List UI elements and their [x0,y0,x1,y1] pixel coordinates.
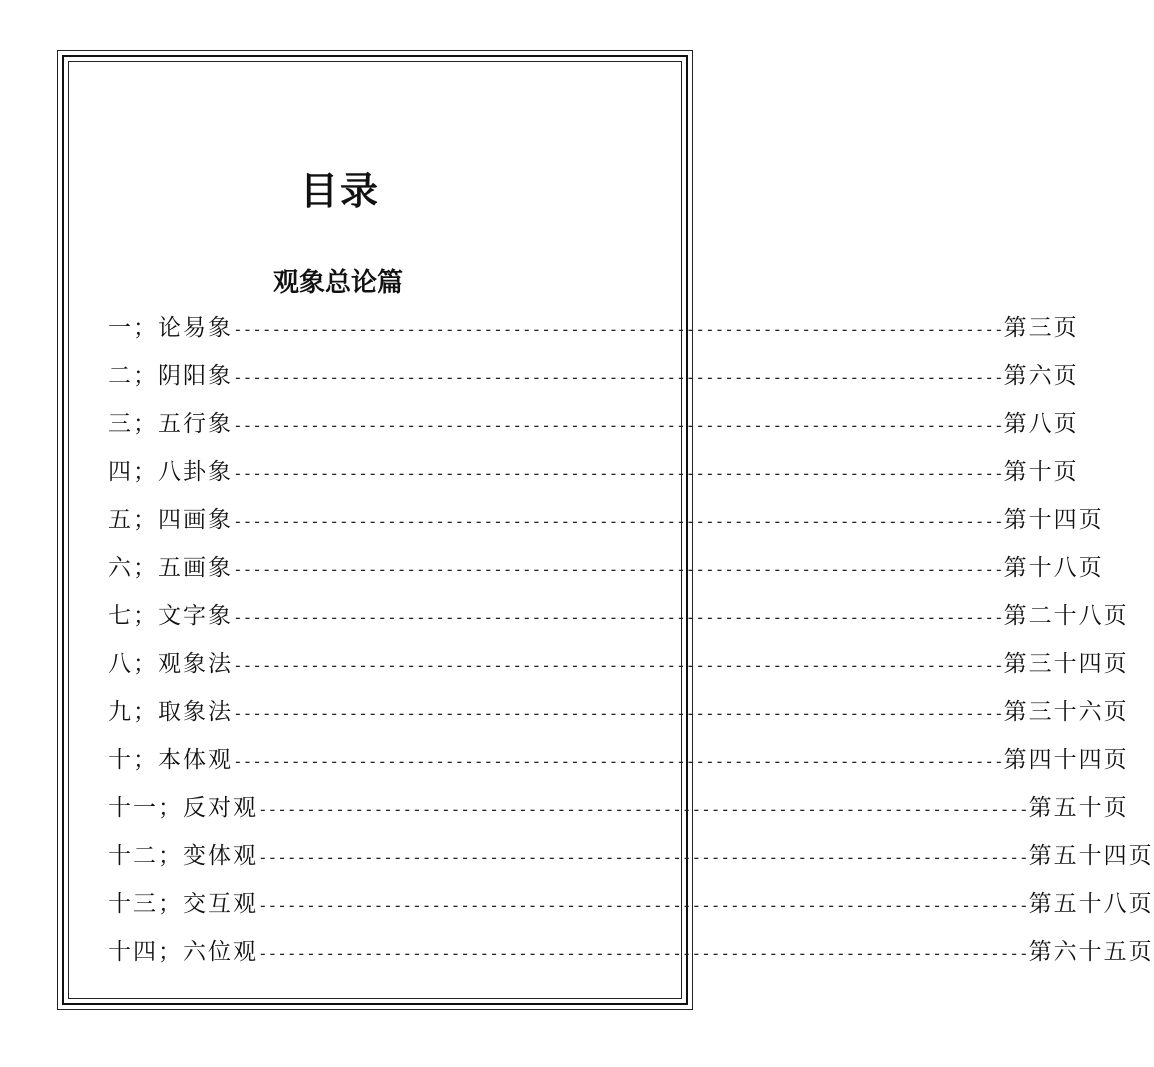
toc-entry-page: 第十四页 [1003,507,1104,533]
toc-entry-page: 第十页 [1003,459,1079,485]
toc-leader: -------------------------------------------------------------------------------- [233,464,1004,483]
toc-entry-page: 第五十四页 [1028,843,1154,869]
toc-entry-label: 八；观象法 [108,651,233,677]
toc-entry-label: 二；阴阳象 [108,363,233,389]
toc-entry-label: 九；取象法 [108,699,233,725]
toc-entry-label: 一；论易象 [108,315,233,341]
toc-entry [108,356,1079,404]
toc-entry-label: 十；本体观 [108,747,233,773]
toc-leader: -------------------------------------------------------------------------------- [233,560,1004,579]
toc-entry [108,308,1079,356]
toc-entry [108,788,1129,836]
toc-entry-page: 第四十四页 [1003,747,1129,773]
toc-leader: -------------------------------------------------------------------------------- [258,944,1029,963]
page-title: 目录 [299,169,380,213]
toc-leader: -------------------------------------------------------------------------------- [258,896,1029,915]
toc-leader: -------------------------------------------------------------------------------- [233,704,1004,723]
toc-entry-label: 七；文字象 [108,603,233,629]
toc-leader: -------------------------------------------------------------------------------- [258,848,1029,867]
toc-entry [108,836,1154,884]
toc-entry-label: 五；四画象 [108,507,233,533]
toc-entry-page: 第六十五页 [1028,939,1154,965]
toc-entry-page: 第十八页 [1003,555,1104,581]
toc-entry-page: 第三十六页 [1003,699,1129,725]
toc-entry-label: 十一；反对观 [108,795,258,821]
toc-entry [108,404,1079,452]
toc-entry-page: 第六页 [1003,363,1079,389]
toc-leader: -------------------------------------------------------------------------------- [233,512,1004,531]
table-of-contents [108,308,1154,980]
toc-entry-label: 十二；变体观 [108,843,258,869]
toc-entry [108,884,1154,932]
toc-entry-page: 第三页 [1003,315,1079,341]
toc-entry-page: 第五十页 [1028,795,1129,821]
toc-entry-page: 第三十四页 [1003,651,1129,677]
toc-entry-page: 第五十八页 [1028,891,1154,917]
toc-entry [108,548,1104,596]
section-title: 观象总论篇 [272,268,403,298]
toc-leader: -------------------------------------------------------------------------------- [258,800,1029,819]
toc-entry-page: 第八页 [1003,411,1079,437]
toc-entry-page: 第二十八页 [1003,603,1129,629]
toc-leader: -------------------------------------------------------------------------------- [233,752,1004,771]
toc-leader: -------------------------------------------------------------------------------- [233,368,1004,387]
toc-leader: -------------------------------------------------------------------------------- [233,320,1004,339]
toc-entry [108,596,1129,644]
toc-entry-label: 十四；六位观 [108,939,258,965]
toc-entry-label: 六；五画象 [108,555,233,581]
toc-entry [108,644,1129,692]
toc-entry-label: 十三；交互观 [108,891,258,917]
toc-leader: -------------------------------------------------------------------------------- [233,656,1004,675]
toc-entry [108,452,1079,500]
toc-entry-label: 三；五行象 [108,411,233,437]
toc-entry [108,500,1104,548]
toc-entry-label: 四；八卦象 [108,459,233,485]
toc-leader: -------------------------------------------------------------------------------- [233,608,1004,627]
toc-entry [108,740,1129,788]
toc-entry [108,692,1129,740]
toc-entry [108,932,1154,980]
toc-leader: -------------------------------------------------------------------------------- [233,416,1004,435]
